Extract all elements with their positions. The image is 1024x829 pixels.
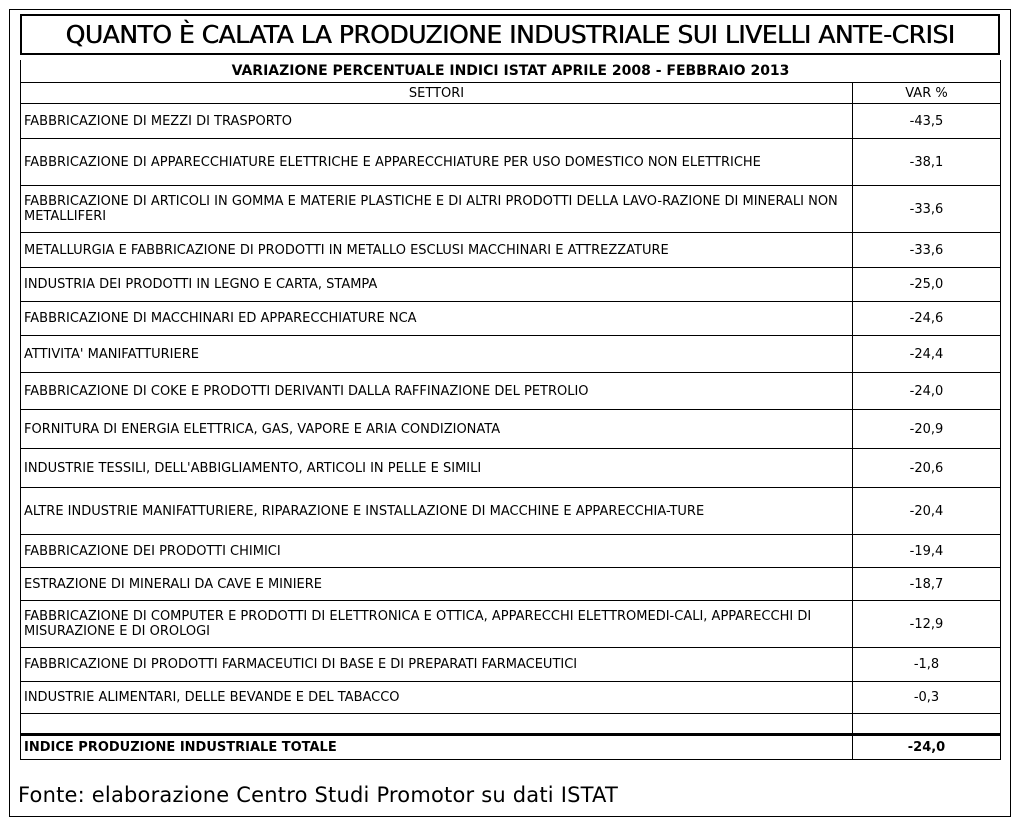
sector-table <box>20 60 1001 760</box>
table-subtitle: VARIAZIONE PERCENTUALE INDICI ISTAT APRILE 2008 - FEBBRAIO 2013 <box>21 60 1001 83</box>
column-header-sector: SETTORI <box>21 83 853 104</box>
page-title: QUANTO È CALATA LA PRODUZIONE INDUSTRIALE SUI LIVELLI ANTE-CRISI <box>20 14 1000 55</box>
table-header-row <box>21 83 1001 104</box>
sector-cell: FABBRICAZIONE DEI PRODOTTI CHIMICI <box>21 535 853 568</box>
blank-cell <box>21 714 853 735</box>
table-row <box>21 336 1001 373</box>
sector-cell: FABBRICAZIONE DI COMPUTER E PRODOTTI DI ELETTRONICA E OTTICA, APPARECCHI ELETTROMEDI-CALI, APPARECCHI DI MISURAZIONE E DI OROLOGI <box>21 601 853 648</box>
sector-cell: FABBRICAZIONE DI COKE E PRODOTTI DERIVANTI DALLA RAFFINAZIONE DEL PETROLIO <box>21 373 853 410</box>
table-row <box>21 648 1001 682</box>
table-subtitle-row <box>21 60 1001 83</box>
table-row <box>21 601 1001 648</box>
var-cell: -20,6 <box>853 449 1001 488</box>
var-cell: -24,6 <box>853 302 1001 336</box>
table-row <box>21 186 1001 233</box>
total-value: -24,0 <box>853 735 1001 760</box>
sector-cell: ESTRAZIONE DI MINERALI DA CAVE E MINIERE <box>21 568 853 601</box>
sector-cell: ATTIVITA' MANIFATTURIERE <box>21 336 853 373</box>
table-row <box>21 535 1001 568</box>
column-header-var: VAR % <box>853 83 1001 104</box>
table-row <box>21 682 1001 714</box>
var-cell: -19,4 <box>853 535 1001 568</box>
table-row <box>21 568 1001 601</box>
sector-cell: FABBRICAZIONE DI ARTICOLI IN GOMMA E MATERIE PLASTICHE E DI ALTRI PRODOTTI DELLA LAVO-RAZIONE DI MINERALI NON METALLIFERI <box>21 186 853 233</box>
table-row <box>21 373 1001 410</box>
blank-cell <box>853 714 1001 735</box>
var-cell: -18,7 <box>853 568 1001 601</box>
blank-row <box>21 714 1001 735</box>
sector-cell: FABBRICAZIONE DI MACCHINARI ED APPARECCHIATURE NCA <box>21 302 853 336</box>
var-cell: -24,0 <box>853 373 1001 410</box>
table-row <box>21 233 1001 268</box>
table-row <box>21 104 1001 139</box>
table-row <box>21 488 1001 535</box>
table-row <box>21 302 1001 336</box>
table-row <box>21 410 1001 449</box>
var-cell: -20,9 <box>853 410 1001 449</box>
var-cell: -25,0 <box>853 268 1001 302</box>
table-row <box>21 268 1001 302</box>
sector-cell: FORNITURA DI ENERGIA ELETTRICA, GAS, VAPORE E ARIA CONDIZIONATA <box>21 410 853 449</box>
sector-cell: FABBRICAZIONE DI MEZZI DI TRASPORTO <box>21 104 853 139</box>
var-cell: -24,4 <box>853 336 1001 373</box>
table-row <box>21 139 1001 186</box>
var-cell: -0,3 <box>853 682 1001 714</box>
total-label: INDICE PRODUZIONE INDUSTRIALE TOTALE <box>21 735 853 760</box>
var-cell: -43,5 <box>853 104 1001 139</box>
sector-cell: INDUSTRIE ALIMENTARI, DELLE BEVANDE E DEL TABACCO <box>21 682 853 714</box>
var-cell: -33,6 <box>853 233 1001 268</box>
total-row <box>21 735 1001 760</box>
sector-cell: METALLURGIA E FABBRICAZIONE DI PRODOTTI IN METALLO ESCLUSI MACCHINARI E ATTREZZATURE <box>21 233 853 268</box>
sector-cell: ALTRE INDUSTRIE MANIFATTURIERE, RIPARAZIONE E INSTALLAZIONE DI MACCHINE E APPARECCHIA-TURE <box>21 488 853 535</box>
source-note: Fonte: elaborazione Centro Studi Promotor su dati ISTAT <box>18 783 619 807</box>
var-cell: -33,6 <box>853 186 1001 233</box>
table-row <box>21 449 1001 488</box>
var-cell: -12,9 <box>853 601 1001 648</box>
var-cell: -38,1 <box>853 139 1001 186</box>
sector-cell: INDUSTRIE TESSILI, DELL'ABBIGLIAMENTO, ARTICOLI IN PELLE E SIMILI <box>21 449 853 488</box>
sector-cell: INDUSTRIA DEI PRODOTTI IN LEGNO E CARTA, STAMPA <box>21 268 853 302</box>
var-cell: -1,8 <box>853 648 1001 682</box>
var-cell: -20,4 <box>853 488 1001 535</box>
sector-cell: FABBRICAZIONE DI APPARECCHIATURE ELETTRICHE E APPARECCHIATURE PER USO DOMESTICO NON ELETTRICHE <box>21 139 853 186</box>
sector-cell: FABBRICAZIONE DI PRODOTTI FARMACEUTICI DI BASE E DI PREPARATI FARMACEUTICI <box>21 648 853 682</box>
